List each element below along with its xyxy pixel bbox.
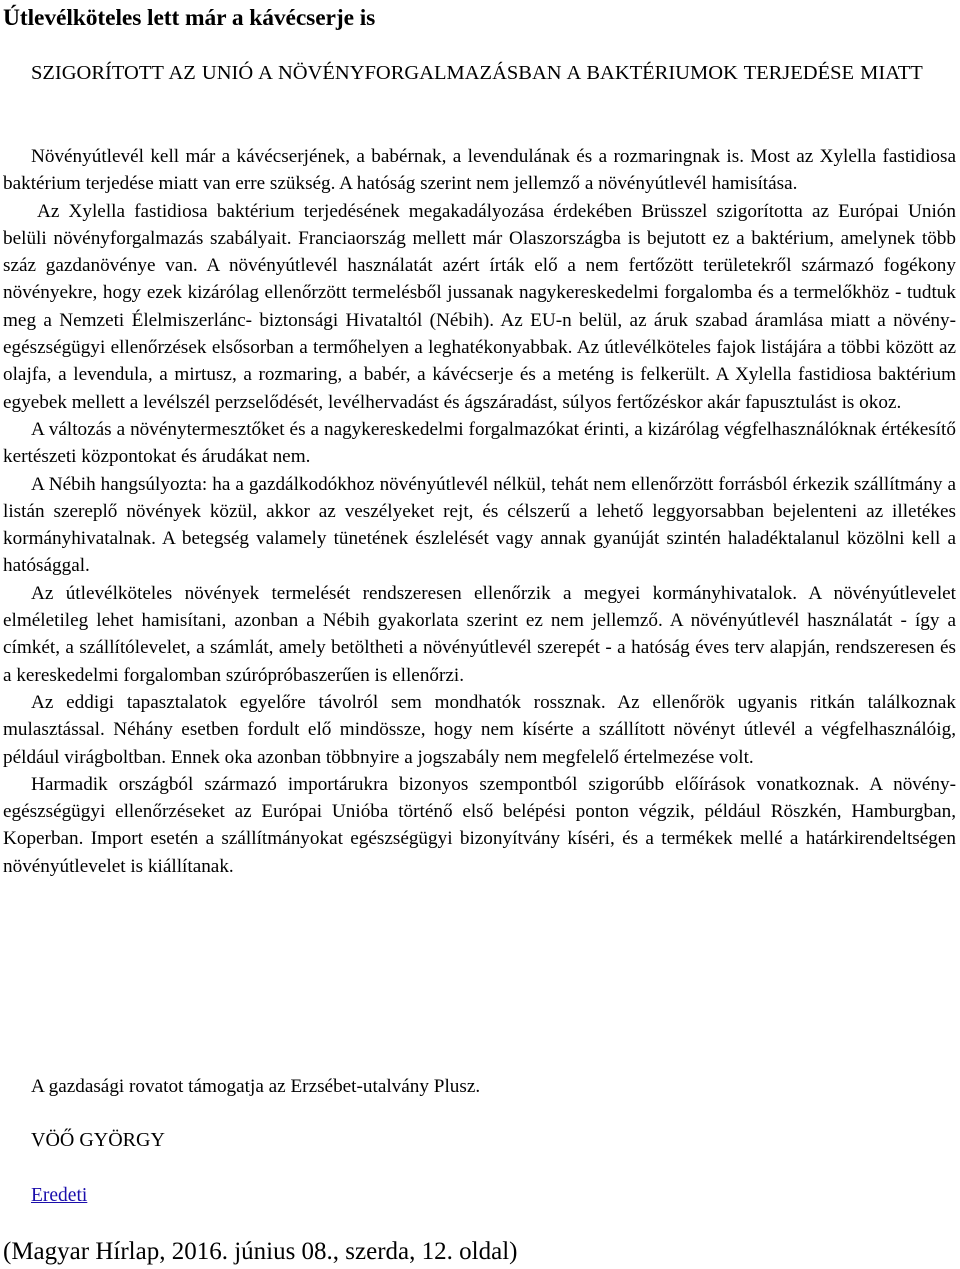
article-title: Útlevélköteles lett már a kávécserje is [3,5,376,31]
article-subtitle: SZIGORÍTOTT AZ UNIÓ A NÖVÉNYFORGALMAZÁSBAN A BAKTÉRIUMOK TERJEDÉSE MIATT [31,62,923,84]
body-paragraph: Az útlevélköteles növények termelését rendszeresen ellenőrzik a megyei kormányhivatalok. A növényútlevelet elméletileg lehet hamisítani, azonban a Nébih gyakorlata szerint ez nem jellemző. A növényútlevél használatát - így a címkét, a szállítólevelet, a számlát, amely betöltheti a növényútlevél szerepét - a hatóság éves terv alapján, rendszeresen és a kereskedelmi forgalomban szúrópróbaszerűen is ellenőrzi. [3,582,956,686]
original-source-link[interactable]: Eredeti [31,1185,88,1206]
sponsor-note: A gazdasági rovatot támogatja az Erzsébet-utalvány Plusz. [31,1076,481,1097]
body-paragraph: A Nébih hangsúlyozta: ha a gazdálkodókhoz növényútlevél nélkül, tehát nem ellenőrzött forrásból érkezik szállítmány a listán szereplő növények közül, akkor az veszélyeket rejt, és célszerű a lehető leggyorsabban bejelenteni az illetékes kormányhivatalnak. A betegség valamely tünetének észlelését vagy annak gyanúját szintén haladéktalanul közölni kell a hatósággal. [3,473,956,577]
article-body [3,143,956,880]
body-paragraph: Harmadik országból származó importárukra bizonyos szempontból szigorúbb előírások vonatkoznak. A növény-egészségügyi ellenőrzéseket az Európai Unióba történő első belépési ponton végzik, például Röszkén, Hamburgban, Koperban. Import esetén a szállítmányokat egészségügyi bizonyítvány kíséri, és a termékek mellé a határkirendeltségen növényútlevelet is kiállítanak. [3,773,956,877]
publication-source: (Magyar Hírlap, 2016. június 08., szerda, 12. oldal) [3,1238,518,1265]
body-paragraph: Az Xylella fastidiosa baktérium terjedésének megakadályozása érdekében Brüsszel szigorította az Európai Unión belüli növényforgalmazás szabályait. Franciaország mellett már Olaszországba is bejutott ez a baktérium, amelynek több száz gazdanövénye van. A növényútlevél használatát azért írták elő a nem fertőzött területekről származó fogékony növényekre, hogy ezek kizárólag ellenőrzött termelésből jussanak nagykereskedelmi forgalomba és a termelőkhöz - tudtuk meg a Nemzeti Élelmiszerlánc- biztonsági Hivataltól (Nébih). Az EU-n belül, az áruk szabad áramlása miatt a növény-egészségügyi ellenőrzések elsősorban a termőhelyen a leghatékonyabbak. Az útlevélköteles fajok listájára a többi között az olajfa, a levendula, a mirtusz, a rozmaring, a babér, a kávécserje és a meténg is felkerült. A Xylella fastidiosa baktérium egyebek mellett a levélszél perzselődését, levélhervadást és ágszáradást, súlyos fertőzéskor akár fapusztulást is okoz. [3,200,956,413]
lead-paragraph: Növényútlevél kell már a kávécserjének, a babérnak, a levendulának és a rozmaringnak is. Most az Xylella fastidiosa baktérium terjedése miatt van erre szükség. A hatóság szerint nem jellemző a növényútlevél hamisítása. [3,146,956,195]
author-name: VÖŐ GYÖRGY [31,1129,165,1151]
body-paragraph: Az eddigi tapasztalatok egyelőre távolról sem mondhatók rossznak. Az ellenőrök ugyanis ritkán találkoznak mulasztással. Néhány esetben fordult elő mindössze, hogy nem kísérte a szállított növényt útlevél a végfelhasználóig, például virágboltban. Ennek oka azonban többnyire a jogszabály nem megfelelő értelmezése volt. [3,691,956,768]
body-paragraph: A változás a növénytermesztőket és a nagykereskedelmi forgalmazókat érinti, a kizárólag végfelhasználóknak értékesítő kertészeti központokat és árudákat nem. [3,418,956,468]
